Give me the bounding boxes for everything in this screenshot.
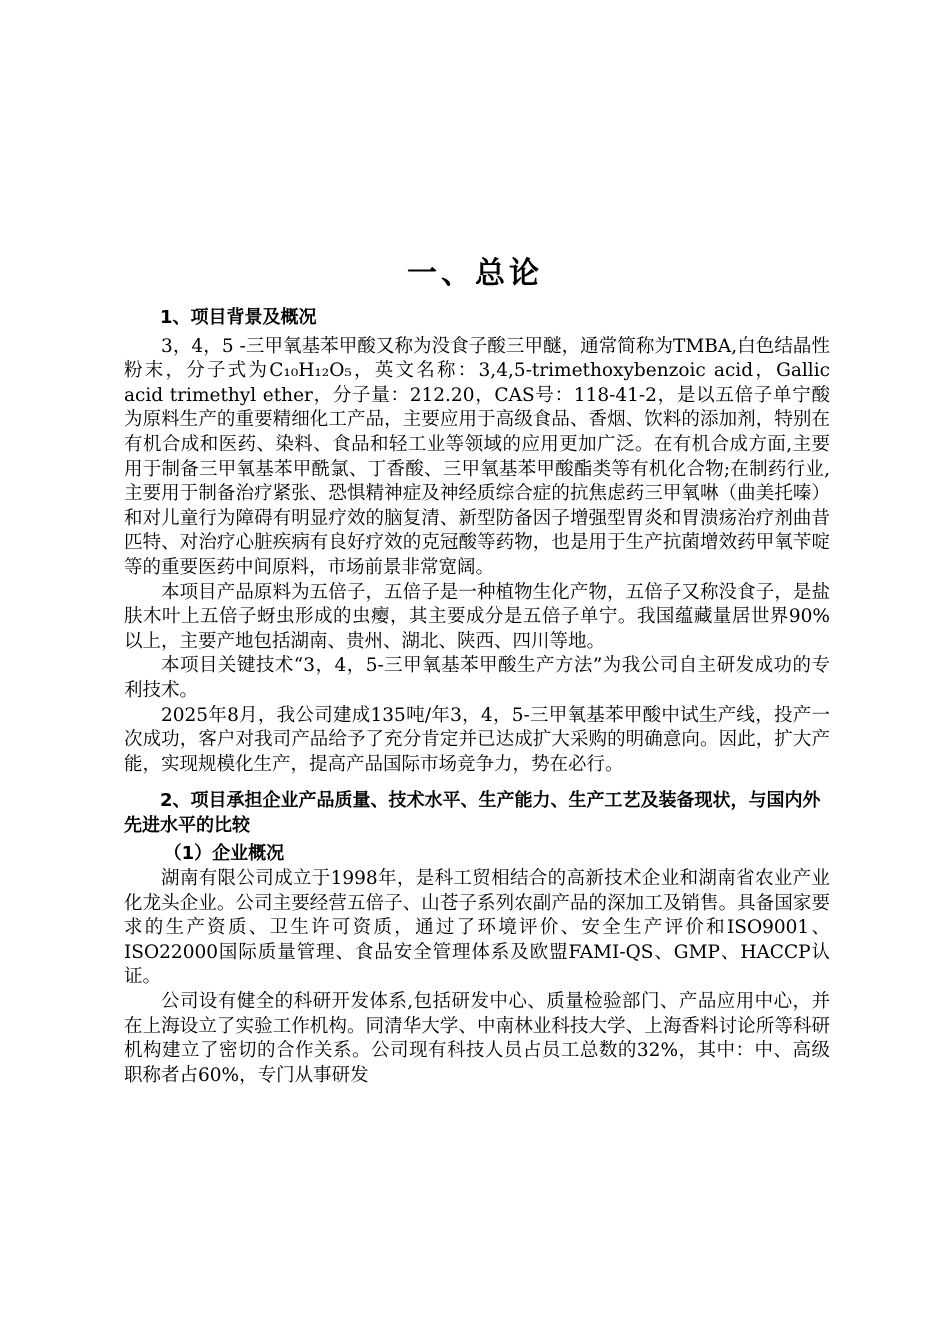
- section-2-paragraph-1: 湖南有限公司成立于1998年，是科工贸相结合的高新技术企业和湖南省农业产业化龙头企业。公司主要经营五倍子、山苍子系列农副产品的深加工及销售。具备国家要求的生产资质、卫生许可资质，通过了环境评价、安全生产评价和ISO9001、ISO22000国际质量管理、食品安全管理体系及欧盟FAMI-QS、GMP、HACCP认证。: [124, 868, 830, 988]
- section-2-heading: 2、项目承担企业产品质量、技术水平、生产能力、生产工艺及装备现状，与国内外先进水平的比较: [124, 790, 821, 836]
- section-2-subheading: （1）企业概况: [163, 843, 285, 865]
- section-1-heading: 1、项目背景及概况: [160, 307, 317, 328]
- section-2-paragraph-2: 公司设有健全的科研开发体系,包括研发中心、质量检验部门、产品应用中心，并在上海设立了实验工作机构。同清华大学、中南林业科技大学、上海香料讨论所等科研机构建立了密切的合作关系。公司现有科技人员占员工总数的32%，其中：中、高级职称者占60%，专门从事研发: [124, 991, 830, 1086]
- section-1-paragraph-3: 本项目关键技术“3，4，5-三甲氧基苯甲酸生产方法”为我公司自主研发成功的专利技术。: [124, 655, 830, 701]
- page-title: 一、总论: [407, 256, 543, 291]
- section-1-paragraph-4: 2025年8月，我公司建成135吨/年3，4，5-三甲氧基苯甲酸中试生产线，投产一次成功，客户对我司产品给予了充分肯定并已达成扩大采购的明确意向。因此，扩大产能，实现规模化生产，提高产品国际市场竞争力，势在必行。: [124, 704, 830, 775]
- section-1-paragraph-2: 本项目产品原料为五倍子，五倍子是一种植物生化产物，五倍子又称没食子，是盐肤木叶上五倍子蚜虫形成的虫瘿，其主要成分是五倍子单宁。我国蕴藏量居世界90%以上，主要产地包括湖南、贵州、湖北、陕西、四川等地。: [124, 581, 830, 652]
- document-body: [124, 306, 830, 1088]
- section-1-paragraph-1: 3，4，5 -三甲氧基苯甲酸又称为没食子酸三甲醚，通常简称为TMBA,白色结晶性粉末，分子式为C₁₀H₁₂O₅，英文名称：3,4,5-trimethoxybenzoic acid，Gallic acid trimethyl ether，分子量：212.20，CAS号：118-41-2，是以五倍子单宁酸为原料生产的重要精细化工产品，主要应用于高级食品、香烟、饮料的添加剂，特别在有机合成和医药、染料、食品和轻工业等领域的应用更加广泛。在有机合成方面,主要用于制备三甲氧基苯甲酰氯、丁香酸、三甲氧基苯甲酸酯类等有机化合物;在制药行业,主要用于制备治疗紧张、恐惧精神症及神经质综合症的抗焦虑药三甲氧啉（曲美托嗪）和对儿童行为障碍有明显疗效的脑复清、新型防备因子增强型胃炎和胃溃疡治疗剂曲昔匹特、对治疗心脏疾病有良好疗效的克冠酸等药物，也是用于生产抗菌增效药甲氧苄啶等的重要医药中间原料，市场前景非常宽阔。: [124, 335, 830, 578]
